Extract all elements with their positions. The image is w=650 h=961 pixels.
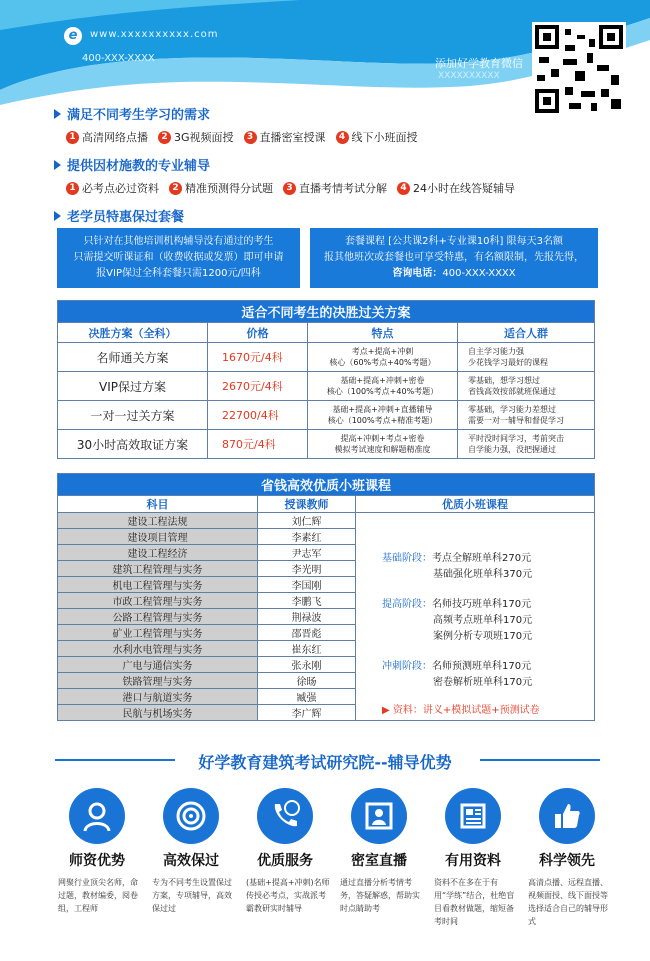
list-item-label: 24小时在线答疑辅导 — [413, 182, 515, 195]
stage-label: 冲刺阶段： — [382, 661, 432, 672]
number-badge: 1 — [66, 182, 79, 195]
feature-line: 核心（60%考点+40%考题） — [329, 358, 436, 367]
subject-cell: 矿业工程管理与实务 — [58, 625, 258, 641]
target-icon — [163, 788, 219, 844]
advantage-column — [52, 788, 142, 928]
audience-line: 零基础，想学习想过 — [468, 376, 540, 385]
audience-line: 需要一对一辅导和督促学习 — [468, 416, 564, 425]
advantage-desc: 通过直播分析考情考务，答疑解惑，帮助实时点睛助考 — [340, 878, 420, 913]
advantage-desc: 专为不同考生设置保过方案，专项辅导，高效保过过 — [152, 878, 232, 913]
teacher-cell: 崔东红 — [258, 641, 356, 657]
website-text: www.xxxxxxxxxx.com — [90, 29, 219, 40]
needs-list — [66, 129, 418, 145]
list-item-label: 必考点必过资料 — [82, 182, 159, 195]
list-item-label: 直播考情考试分解 — [299, 182, 387, 195]
list-item — [66, 180, 159, 196]
list-item-label: 精准预测得分试题 — [185, 182, 273, 195]
advantage-desc: 资料不在多在于有用“学练”结合，杜绝盲目看教材做题，缩短备考时间 — [434, 878, 515, 926]
plan-name: 一对一过关方案 — [58, 401, 208, 430]
package-phone-line — [310, 266, 598, 282]
column-header: 适合人群 — [458, 323, 595, 343]
stage-line: 名师预测班单科170元 — [432, 661, 532, 672]
teacher-cell: 臧强 — [258, 689, 356, 705]
plan-price: 2670元/4科 — [208, 372, 308, 401]
package-box-left — [57, 228, 300, 288]
plan-audience — [458, 343, 595, 372]
live-room-icon — [351, 788, 407, 844]
stage-label: 提高阶段： — [382, 599, 432, 610]
list-item-label: 高清网络点播 — [82, 131, 148, 144]
plan-features — [308, 343, 458, 372]
feature-line: 核心（100%考点+40%考题） — [326, 387, 439, 396]
advantage-column — [428, 788, 518, 928]
feature-line: 基础+提高+冲刺+直播辅导 — [332, 405, 433, 414]
subject-cell: 建设工程经济 — [58, 545, 258, 561]
list-item — [169, 180, 273, 196]
subject-cell: 建筑工程管理与实务 — [58, 561, 258, 577]
table-row — [58, 401, 595, 430]
triangle-bullet-icon — [54, 109, 61, 119]
advantage-heading: 高效保过 — [163, 853, 219, 869]
feature-line: 考点+提高+冲刺 — [351, 347, 414, 356]
triangle-bullet-icon — [54, 211, 61, 221]
plan-audience — [458, 372, 595, 401]
advantage-column — [334, 788, 424, 928]
phone-text: 400-XXX-XXXX — [82, 53, 155, 64]
stage-line: 名师技巧班单科170元 — [432, 599, 532, 610]
advantage-columns — [52, 788, 612, 928]
advantage-title: 好学教育建筑考试研究院--辅导优势 — [198, 753, 452, 772]
subject-cell: 机电工程管理与实务 — [58, 577, 258, 593]
number-badge: 4 — [336, 131, 349, 144]
package-line: 报其他班次或套餐也可享受特惠，有名额限制，先报先得， — [324, 252, 584, 263]
list-item-label: 线下小班面授 — [351, 131, 418, 144]
teacher-cell: 李光明 — [258, 561, 356, 577]
list-item — [244, 129, 326, 145]
tutoring-list — [66, 180, 515, 196]
section-title-needs — [54, 104, 210, 123]
plan-features — [308, 401, 458, 430]
table-row — [58, 343, 595, 372]
stage-block — [382, 597, 594, 613]
column-header: 科目 — [58, 496, 258, 513]
package-line: 只需提交听课证和（收费收据或发票）即可申请 — [73, 252, 284, 263]
stage-block — [382, 659, 594, 675]
list-item-label: 3G视频面授 — [174, 131, 234, 144]
audience-line: 平时没时间学习，考前突击 — [468, 434, 564, 443]
stage-line: 密卷解析班单科170元 — [433, 677, 533, 688]
plan-name: 30小时高效取证方案 — [58, 430, 208, 459]
feature-line: 提高+冲刺+考点+密卷 — [340, 434, 425, 443]
advantage-desc: 网聚行业顶尖名师，命过题，教材编委，阅卷组，工程师 — [58, 878, 138, 913]
package-line: 只针对在其他培训机构辅导没有通过的考生 — [83, 236, 274, 247]
thumbs-up-icon — [539, 788, 595, 844]
list-item — [66, 129, 148, 145]
qr-code — [532, 22, 626, 116]
plan-features — [308, 372, 458, 401]
stage-label: 基础阶段： — [382, 553, 432, 564]
stage-block — [382, 551, 594, 567]
triangle-bullet-icon — [54, 160, 61, 170]
teacher-cell: 刘仁辉 — [258, 513, 356, 529]
package-line: 报VIP保过全科套餐只需1200元/四科 — [96, 268, 261, 279]
column-header: 决胜方案（全科） — [58, 323, 208, 343]
newspaper-icon — [445, 788, 501, 844]
plan-table — [57, 300, 595, 459]
number-badge: 4 — [397, 182, 410, 195]
plan-audience — [458, 401, 595, 430]
wechat-id: XXXXXXXXXX — [438, 71, 500, 81]
audience-line: 零基础，学习能力差想过 — [468, 405, 556, 414]
advantage-heading: 有用资料 — [445, 853, 501, 869]
subject-cell: 广电与通信实务 — [58, 657, 258, 673]
advantage-column — [146, 788, 236, 928]
class-table — [57, 473, 595, 721]
subject-cell: 建设工程法规 — [58, 513, 258, 529]
teacher-cell: 张永刚 — [258, 657, 356, 673]
list-item — [397, 180, 515, 196]
section-title-text: 满足不同考生学习的需求 — [67, 108, 211, 123]
stage-line: 考点全解班单科270元 — [432, 553, 532, 564]
logo-icon: e — [64, 27, 82, 45]
phone-24-icon — [257, 788, 313, 844]
plan-price: 870元/4科 — [208, 430, 308, 459]
teacher-cell: 邵晋彪 — [258, 625, 356, 641]
plan-name: 名师通关方案 — [58, 343, 208, 372]
package-line: 套餐课程 [公共课2科+专业课10科] 限每天3名额 — [345, 236, 563, 247]
plan-audience — [458, 430, 595, 459]
advantage-desc: 高清点播、远程直播、视频面授、线下面授等选择适合自己的辅导形式 — [528, 878, 608, 926]
table-row — [58, 430, 595, 459]
section-title-tutoring — [54, 155, 210, 174]
class-table-title: 省钱高效优质小班课程 — [58, 474, 595, 496]
list-item — [336, 129, 418, 145]
stage-line: 案例分析专项班170元 — [433, 631, 533, 642]
list-item-label: 直播密室授课 — [259, 131, 326, 144]
plan-price: 1670元/4科 — [208, 343, 308, 372]
number-badge: 3 — [244, 131, 257, 144]
table-row — [58, 513, 595, 529]
section-title-package — [54, 206, 184, 225]
feature-line: 核心（100%考点+精准考题） — [327, 416, 438, 425]
teacher-cell: 李鹏飞 — [258, 593, 356, 609]
phone-number: 400-XXX-XXXX — [442, 268, 516, 279]
list-item — [283, 180, 387, 196]
advantage-heading: 师资优势 — [69, 853, 125, 869]
teacher-cell: 李国刚 — [258, 577, 356, 593]
section-title-text: 老学员特惠保过套餐 — [67, 210, 185, 225]
advantage-heading: 密室直播 — [351, 853, 407, 869]
column-header: 特点 — [308, 323, 458, 343]
advantage-column — [240, 788, 330, 928]
qr-code-image — [535, 25, 623, 113]
subject-cell: 建设项目管理 — [58, 529, 258, 545]
stage-line: 高频考点班单科170元 — [433, 615, 533, 626]
teacher-cell: 徐旸 — [258, 673, 356, 689]
feature-line: 基础+提高+冲刺+密卷 — [340, 376, 425, 385]
number-badge: 3 — [283, 182, 296, 195]
list-item — [158, 129, 234, 145]
stage-line: 基础强化班单科370元 — [433, 569, 533, 580]
advantage-heading: 科学领先 — [539, 853, 595, 869]
resource-line: ▶ 资料：讲义+模拟试题+预测试卷 — [382, 705, 540, 716]
column-header: 优质小班课程 — [356, 496, 595, 513]
advantage-heading: 优质服务 — [257, 853, 313, 869]
plan-table-title: 适合不同考生的决胜过关方案 — [58, 301, 595, 323]
plan-price: 22700/4科 — [208, 401, 308, 430]
teacher-cell: 李素红 — [258, 529, 356, 545]
feature-line: 模拟考试速度和解题精准度 — [334, 445, 431, 454]
audience-line: 自主学习能力强 — [468, 347, 524, 356]
subject-cell: 铁路管理与实务 — [58, 673, 258, 689]
table-row — [58, 372, 595, 401]
advantage-desc: (基础+提高+冲刺)名师传授必考点，实战派考霸教研实时辅导 — [246, 878, 330, 913]
package-box-right — [310, 228, 598, 288]
phone-label: 咨询电话： — [392, 268, 443, 279]
subject-cell: 水利水电管理与实务 — [58, 641, 258, 657]
number-badge: 2 — [169, 182, 182, 195]
audience-line: 省钱高效按部就班保通过 — [468, 387, 556, 396]
number-badge: 2 — [158, 131, 171, 144]
plan-name: VIP保过方案 — [58, 372, 208, 401]
number-badge: 1 — [66, 131, 79, 144]
class-pricing-panel — [356, 513, 595, 721]
subject-cell: 港口与航道实务 — [58, 689, 258, 705]
subject-cell: 公路工程管理与实务 — [58, 609, 258, 625]
teacher-cell: 尹志军 — [258, 545, 356, 561]
subject-cell: 市政工程管理与实务 — [58, 593, 258, 609]
audience-line: 自学能力强，没把握通过 — [468, 445, 556, 454]
column-header: 授课教师 — [258, 496, 356, 513]
section-title-text: 提供因材施教的专业辅导 — [67, 159, 211, 174]
wechat-label: 添加好学教育微信 — [435, 57, 523, 70]
audience-line: 少花钱学习最好的课程 — [468, 358, 548, 367]
subject-cell: 民航与机场实务 — [58, 705, 258, 721]
teacher-icon — [69, 788, 125, 844]
teacher-cell: 荆禄波 — [258, 609, 356, 625]
column-header: 价格 — [208, 323, 308, 343]
plan-features — [308, 430, 458, 459]
teacher-cell: 李广辉 — [258, 705, 356, 721]
advantage-column — [522, 788, 612, 928]
